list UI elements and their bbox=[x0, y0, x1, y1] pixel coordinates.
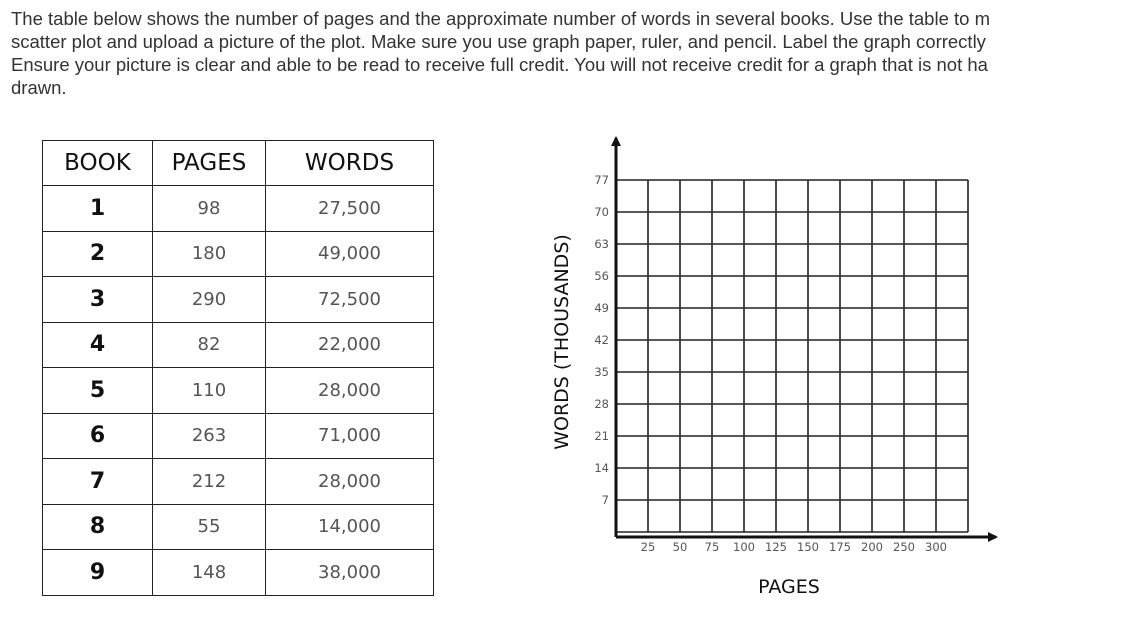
table-row bbox=[43, 368, 434, 414]
x-tick-label: 100 bbox=[733, 540, 755, 554]
y-tick-label: 7 bbox=[601, 493, 609, 507]
y-axis-title: WORDS (THOUSANDS) bbox=[551, 234, 573, 450]
book-cell: 3 bbox=[43, 277, 153, 323]
pages-cell: 98 bbox=[153, 186, 266, 232]
x-tick-label: 150 bbox=[797, 540, 819, 554]
table-header-row bbox=[43, 141, 434, 186]
table-row bbox=[43, 186, 434, 232]
pages-cell: 110 bbox=[153, 368, 266, 414]
x-tick-label: 25 bbox=[640, 540, 656, 554]
x-tick-label: 250 bbox=[893, 540, 915, 554]
book-cell: 7 bbox=[43, 459, 153, 505]
table-row bbox=[43, 322, 434, 368]
x-tick-label: 300 bbox=[925, 540, 947, 554]
words-cell: 71,000 bbox=[266, 413, 434, 459]
words-cell: 27,500 bbox=[266, 186, 434, 232]
y-tick-label: 35 bbox=[594, 365, 609, 379]
x-tick-label: 125 bbox=[765, 540, 787, 554]
instructions-text bbox=[11, 7, 1134, 99]
x-tick-labels bbox=[641, 540, 947, 554]
book-cell: 5 bbox=[43, 368, 153, 414]
y-tick-label: 21 bbox=[594, 429, 609, 443]
header-pages: PAGES bbox=[153, 141, 266, 186]
book-cell: 2 bbox=[43, 231, 153, 277]
y-tick-label: 42 bbox=[594, 333, 609, 347]
pages-cell: 180 bbox=[153, 231, 266, 277]
table-row bbox=[43, 277, 434, 323]
x-tick-label: 75 bbox=[704, 540, 720, 554]
x-tick-label: 175 bbox=[829, 540, 851, 554]
table-row bbox=[43, 459, 434, 505]
words-cell: 72,500 bbox=[266, 277, 434, 323]
y-tick-label: 56 bbox=[594, 269, 609, 283]
pages-cell: 263 bbox=[153, 413, 266, 459]
table-row bbox=[43, 550, 434, 596]
book-cell: 8 bbox=[43, 504, 153, 550]
table-row bbox=[43, 231, 434, 277]
x-axis-title: PAGES bbox=[758, 576, 820, 598]
y-tick-labels bbox=[594, 173, 609, 507]
words-cell: 38,000 bbox=[266, 550, 434, 596]
book-cell: 6 bbox=[43, 413, 153, 459]
x-tick-label: 200 bbox=[861, 540, 883, 554]
words-cell: 14,000 bbox=[266, 504, 434, 550]
header-words: WORDS bbox=[266, 141, 434, 186]
header-book: BOOK bbox=[43, 141, 153, 186]
pages-cell: 212 bbox=[153, 459, 266, 505]
book-cell: 1 bbox=[43, 186, 153, 232]
pages-cell: 148 bbox=[153, 550, 266, 596]
instructions-line: The table below shows the number of pages and the approximate number of words in several books. Use the table to m bbox=[11, 8, 990, 29]
pages-cell: 82 bbox=[153, 322, 266, 368]
graph-grid bbox=[616, 180, 968, 532]
instructions-line: Ensure your picture is clear and able to be read to receive full credit. You will not receive credit for a graph that is not ha bbox=[11, 54, 988, 75]
words-cell: 49,000 bbox=[266, 231, 434, 277]
y-tick-label: 28 bbox=[594, 397, 609, 411]
instructions-line: drawn. bbox=[11, 77, 67, 98]
table-row bbox=[43, 413, 434, 459]
y-tick-label: 70 bbox=[594, 205, 609, 219]
y-tick-label: 14 bbox=[594, 461, 609, 475]
book-data-table bbox=[42, 140, 434, 596]
x-tick-label: 50 bbox=[672, 540, 688, 554]
y-tick-label: 63 bbox=[594, 237, 609, 251]
pages-cell: 55 bbox=[153, 504, 266, 550]
instructions-line: scatter plot and upload a picture of the plot. Make sure you use graph paper, ruler, and pencil. Label the graph correctly bbox=[11, 31, 986, 52]
book-cell: 4 bbox=[43, 322, 153, 368]
blank-graph bbox=[540, 130, 1010, 605]
table-row bbox=[43, 504, 434, 550]
y-tick-label: 49 bbox=[594, 301, 609, 315]
pages-cell: 290 bbox=[153, 277, 266, 323]
y-tick-label: 77 bbox=[594, 173, 609, 187]
book-cell: 9 bbox=[43, 550, 153, 596]
words-cell: 22,000 bbox=[266, 322, 434, 368]
words-cell: 28,000 bbox=[266, 459, 434, 505]
words-cell: 28,000 bbox=[266, 368, 434, 414]
